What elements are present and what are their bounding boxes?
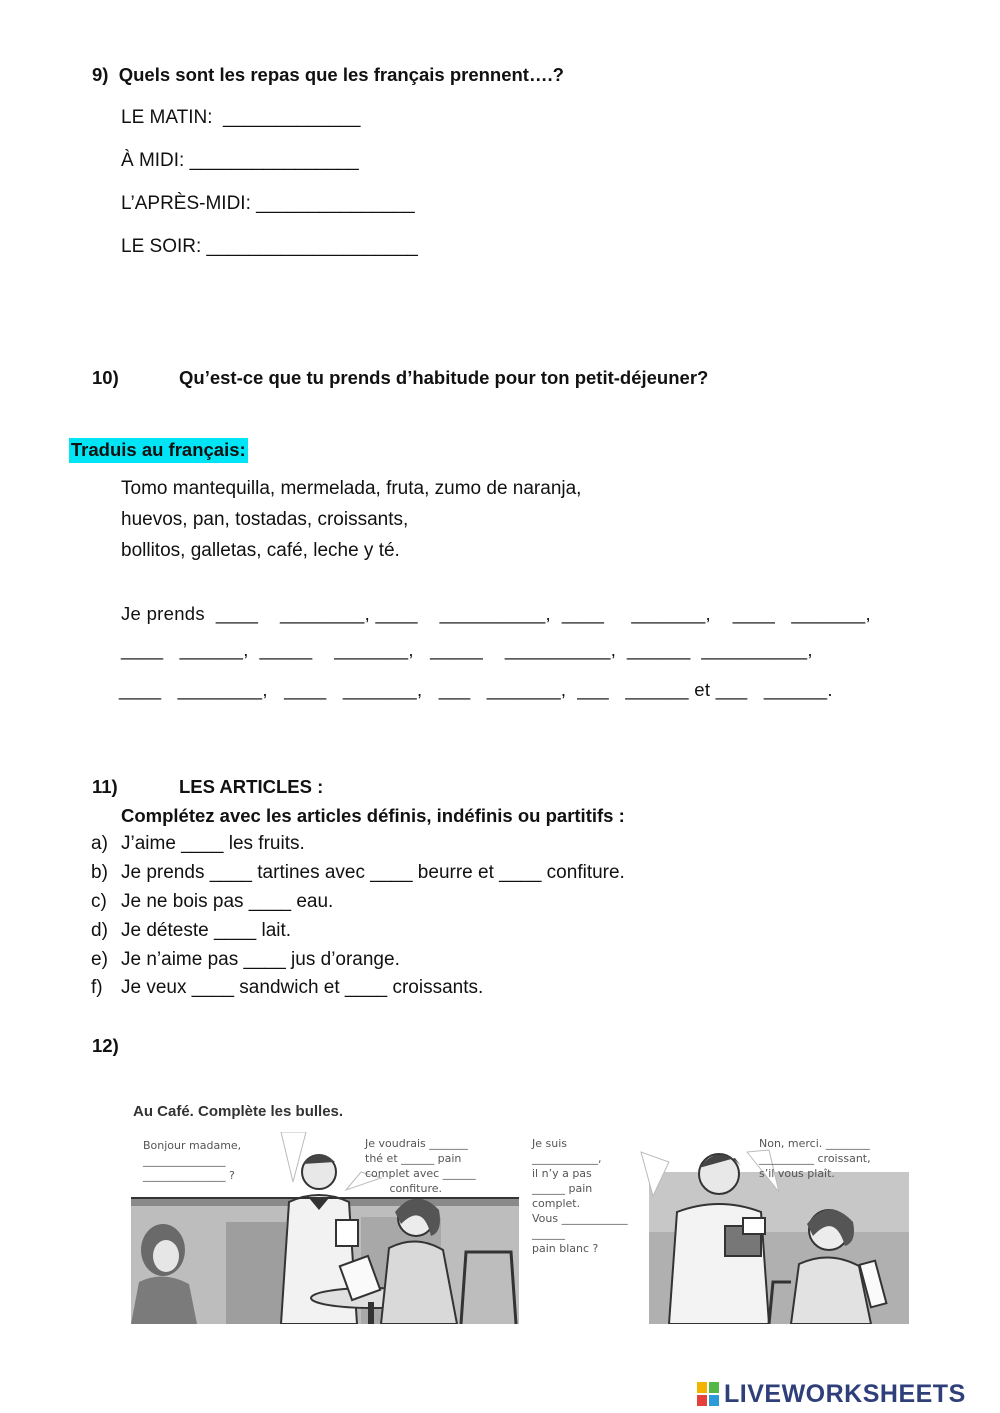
question-11-number: 11) xyxy=(92,776,118,797)
question-9-title: 9) Quels sont les repas que les français prennent….? xyxy=(92,64,564,85)
bubble-customer-greeting: Bonjour madame, _______________ _______________ ? xyxy=(143,1139,242,1182)
question-12-number: 12) xyxy=(92,1035,119,1056)
item-a-label: a) xyxy=(91,833,108,854)
item-e-text: Je n’aime pas ____ jus d’orange. xyxy=(121,949,400,970)
answer-line-1: Je prends ____ ________, ____ __________, ____ _______, ____ _______, xyxy=(121,603,871,624)
question-10-number: 10) xyxy=(92,367,119,388)
item-e-label: e) xyxy=(91,949,108,970)
meal-line-noon: À MIDI: ________________ xyxy=(121,150,359,171)
question-11-title: LES ARTICLES : xyxy=(179,776,324,797)
item-c-text: Je ne bois pas ____ eau. xyxy=(121,891,334,912)
meal-line-afternoon: L’APRÈS-MIDI: _______________ xyxy=(121,193,415,214)
item-d-label: d) xyxy=(91,920,108,941)
item-f-text: Je veux ____ sandwich et ____ croissants. xyxy=(121,977,484,998)
spanish-line-2: huevos, pan, tostadas, croissants, xyxy=(121,509,409,530)
spanish-line-1: Tomo mantequilla, mermelada, fruta, zumo de naranja, xyxy=(121,478,582,499)
translate-heading: Traduis au français: xyxy=(69,438,248,463)
item-b-text: Je prends ____ tartines avec ____ beurre et ____ confiture. xyxy=(121,862,625,883)
liveworksheets-wordmark: LIVEWORKSHEETS xyxy=(724,1380,966,1408)
bubble-waiter-reply: Je suis ____________, il n’y a pas ______ pain complet. Vous ____________ ______ pain blanc ? xyxy=(532,1137,628,1255)
item-c-label: c) xyxy=(91,891,107,912)
meal-line-evening: LE SOIR: ____________________ xyxy=(121,236,418,257)
answer-line-2: ____ ______, _____ _______, _____ __________, ______ __________, xyxy=(121,639,813,660)
item-f-label: f) xyxy=(91,977,103,998)
answer-line-3: ____ ________, ____ _______, ___ _______, ___ ______ et ___ ______. xyxy=(119,679,833,700)
bubble-customer-reply: Non, merci. ________ __________ croissant, s’il vous plaît. xyxy=(759,1137,871,1180)
comic-panel-1 xyxy=(131,1132,519,1324)
liveworksheets-logo-icon xyxy=(697,1382,719,1406)
translate-heading-wrap xyxy=(60,421,248,461)
bubble-customer-order: Je voudrais _______ thé et ______ pain complet avec ______ confiture. xyxy=(365,1137,476,1195)
comic-panel-2 xyxy=(529,1132,909,1324)
spanish-line-3: bollitos, galletas, café, leche y té. xyxy=(121,540,400,561)
item-a-text: J’aime ____ les fruits. xyxy=(121,833,305,854)
item-b-label: b) xyxy=(91,862,108,883)
comic-title: Au Café. Complète les bulles. xyxy=(133,1103,344,1120)
question-11-subtitle: Complétez avec les articles définis, indéfinis ou partitifs : xyxy=(121,805,625,826)
item-d-text: Je déteste ____ lait. xyxy=(121,920,292,941)
question-10-title: Qu’est-ce que tu prends d’habitude pour ton petit-déjeuner? xyxy=(179,367,709,388)
meal-line-morning: LE MATIN: _____________ xyxy=(121,107,361,128)
